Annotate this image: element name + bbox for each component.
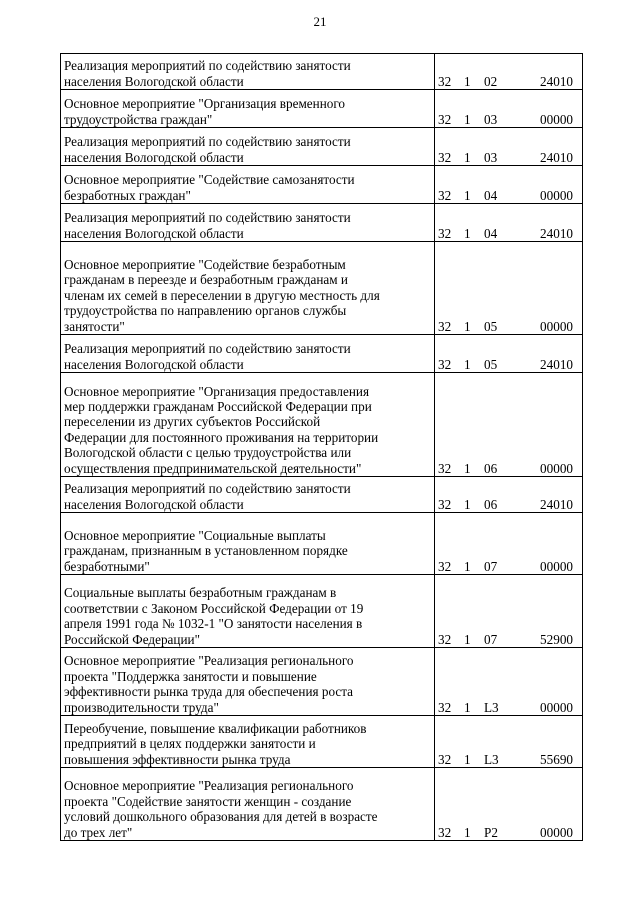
- row-description: [61, 335, 435, 373]
- event-code: 05: [484, 318, 498, 334]
- subprogram-code: 1: [464, 356, 471, 372]
- program-code: 32: [438, 111, 452, 127]
- table-row: [61, 716, 583, 768]
- event-code: 03: [484, 149, 498, 165]
- subprogram-code: 1: [464, 149, 471, 165]
- program-code: 32: [438, 631, 452, 647]
- direction-code: 24010: [540, 149, 573, 165]
- subprogram-code: 1: [464, 460, 471, 476]
- description-line: Вологодской области с целью трудоустройства или: [64, 445, 352, 461]
- row-code: [435, 90, 583, 128]
- direction-code: 55690: [540, 751, 573, 767]
- table-row: [61, 335, 583, 373]
- row-code: [435, 575, 583, 648]
- subprogram-code: 1: [464, 631, 471, 647]
- description-line: населения Вологодской области: [64, 73, 244, 89]
- description-line: Основное мероприятие "Реализация регионального: [64, 778, 354, 794]
- direction-code: 00000: [540, 318, 573, 334]
- row-code: [435, 242, 583, 335]
- row-code: [435, 648, 583, 716]
- direction-code: 24010: [540, 356, 573, 372]
- table-row: [61, 513, 583, 575]
- description-line: проекта "Содействие занятости женщин - создание: [64, 793, 352, 809]
- direction-code: 00000: [540, 111, 573, 127]
- direction-code: 00000: [540, 187, 573, 203]
- event-code: 04: [484, 225, 498, 241]
- subprogram-code: 1: [464, 225, 471, 241]
- description-line: Реализация мероприятий по содействию занятости: [64, 481, 351, 497]
- event-code: 07: [484, 558, 498, 574]
- event-code: L3: [484, 699, 499, 715]
- event-code: 06: [484, 460, 498, 476]
- row-description: [61, 477, 435, 513]
- row-code: [435, 768, 583, 841]
- description-line: переселении из других субъектов Российской: [64, 414, 321, 430]
- row-description: [61, 166, 435, 204]
- description-line: гражданам, признанным в установленном порядке: [64, 543, 348, 559]
- program-code: 32: [438, 824, 452, 840]
- description-line: Российской Федерации": [64, 631, 200, 647]
- row-description: [61, 513, 435, 575]
- program-code: 32: [438, 318, 452, 334]
- description-line: безработными": [64, 558, 150, 574]
- direction-code: 24010: [540, 496, 573, 512]
- description-line: Основное мероприятие "Организация временного: [64, 96, 346, 112]
- row-description: [61, 373, 435, 477]
- event-code: P2: [484, 824, 498, 840]
- row-description: [61, 54, 435, 90]
- row-code: [435, 128, 583, 166]
- program-code: 32: [438, 496, 452, 512]
- row-code: [435, 373, 583, 477]
- description-line: осуществления предпринимательской деятельности": [64, 460, 362, 476]
- description-line: Социальные выплаты безработным гражданам в: [64, 585, 337, 601]
- table-row: [61, 648, 583, 716]
- row-code: [435, 513, 583, 575]
- program-code: 32: [438, 149, 452, 165]
- subprogram-code: 1: [464, 318, 471, 334]
- event-code: 07: [484, 631, 498, 647]
- description-line: трудоустройства граждан": [64, 111, 213, 127]
- direction-code: 00000: [540, 460, 573, 476]
- description-line: членам их семей в переселении в другую местность для: [64, 287, 380, 303]
- description-line: до трех лет": [64, 824, 133, 840]
- direction-code: 00000: [540, 824, 573, 840]
- description-line: безработных граждан": [64, 187, 191, 203]
- table-row: [61, 90, 583, 128]
- event-code: 02: [484, 73, 498, 89]
- event-code: 06: [484, 496, 498, 512]
- table-row: [61, 128, 583, 166]
- program-code: 32: [438, 73, 452, 89]
- description-line: эффективности рынка труда для обеспечения роста: [64, 684, 354, 700]
- table-row: [61, 768, 583, 841]
- subprogram-code: 1: [464, 187, 471, 203]
- description-line: населения Вологодской области: [64, 496, 244, 512]
- description-line: Переобучение, повышение квалификации работников: [64, 720, 367, 736]
- row-description: [61, 716, 435, 768]
- budget-classification-table: [60, 53, 583, 841]
- description-line: Реализация мероприятий по содействию занятости: [64, 58, 351, 74]
- description-line: трудоустройства по направлению органов службы: [64, 303, 347, 319]
- description-line: Реализация мероприятий по содействию занятости: [64, 341, 351, 357]
- subprogram-code: 1: [464, 73, 471, 89]
- description-line: Федерации для постоянного проживания на территории: [64, 429, 379, 445]
- program-code: 32: [438, 460, 452, 476]
- row-description: [61, 575, 435, 648]
- page-number: 21: [313, 14, 327, 29]
- direction-code: 24010: [540, 225, 573, 241]
- description-line: Реализация мероприятий по содействию занятости: [64, 134, 351, 150]
- description-line: Реализация мероприятий по содействию занятости: [64, 210, 351, 226]
- subprogram-code: 1: [464, 496, 471, 512]
- table-row: [61, 166, 583, 204]
- row-code: [435, 335, 583, 373]
- event-code: L3: [484, 751, 499, 767]
- description-line: Основное мероприятие "Содействие безработным: [64, 256, 346, 272]
- table-row: [61, 575, 583, 648]
- table-row: [61, 373, 583, 477]
- subprogram-code: 1: [464, 751, 471, 767]
- row-description: [61, 90, 435, 128]
- description-line: апреля 1991 года № 1032-1 "О занятости населения в: [64, 616, 363, 632]
- direction-code: 00000: [540, 699, 573, 715]
- description-line: производительности труда": [64, 699, 219, 715]
- program-code: 32: [438, 751, 452, 767]
- subprogram-code: 1: [464, 824, 471, 840]
- description-line: предприятий в целях поддержки занятости и: [64, 736, 316, 752]
- program-code: 32: [438, 558, 452, 574]
- description-line: гражданам в переезде и безработным гражданам и: [64, 272, 348, 288]
- description-line: населения Вологодской области: [64, 149, 244, 165]
- row-code: [435, 477, 583, 513]
- description-line: Основное мероприятие "Реализация регионального: [64, 653, 354, 669]
- direction-code: 52900: [540, 631, 573, 647]
- table-row: [61, 242, 583, 335]
- row-description: [61, 768, 435, 841]
- row-code: [435, 166, 583, 204]
- table-row: [61, 204, 583, 242]
- row-description: [61, 242, 435, 335]
- table-row: [61, 477, 583, 513]
- direction-code: 24010: [540, 73, 573, 89]
- description-line: Основное мероприятие "Содействие самозанятости: [64, 172, 355, 188]
- description-line: повышения эффективности рынка труда: [64, 751, 291, 767]
- description-line: соответствии с Законом Российской Федерации от 19: [64, 600, 364, 616]
- program-code: 32: [438, 225, 452, 241]
- description-line: населения Вологодской области: [64, 225, 244, 241]
- program-code: 32: [438, 356, 452, 372]
- program-code: 32: [438, 187, 452, 203]
- row-code: [435, 54, 583, 90]
- subprogram-code: 1: [464, 111, 471, 127]
- description-line: занятости": [64, 318, 125, 334]
- event-code: 04: [484, 187, 498, 203]
- row-code: [435, 204, 583, 242]
- description-line: проекта "Поддержка занятости и повышение: [64, 668, 317, 684]
- description-line: мер поддержки гражданам Российской Федерации при: [64, 398, 372, 414]
- direction-code: 00000: [540, 558, 573, 574]
- row-description: [61, 648, 435, 716]
- description-line: Основное мероприятие "Социальные выплаты: [64, 527, 326, 543]
- subprogram-code: 1: [464, 558, 471, 574]
- row-description: [61, 204, 435, 242]
- description-line: населения Вологодской области: [64, 356, 244, 372]
- event-code: 03: [484, 111, 498, 127]
- description-line: Основное мероприятие "Организация предоставления: [64, 383, 370, 399]
- subprogram-code: 1: [464, 699, 471, 715]
- row-description: [61, 128, 435, 166]
- table-row: [61, 54, 583, 90]
- program-code: 32: [438, 699, 452, 715]
- description-line: условий дошкольного образования для детей в возрасте: [64, 809, 378, 825]
- row-code: [435, 716, 583, 768]
- event-code: 05: [484, 356, 498, 372]
